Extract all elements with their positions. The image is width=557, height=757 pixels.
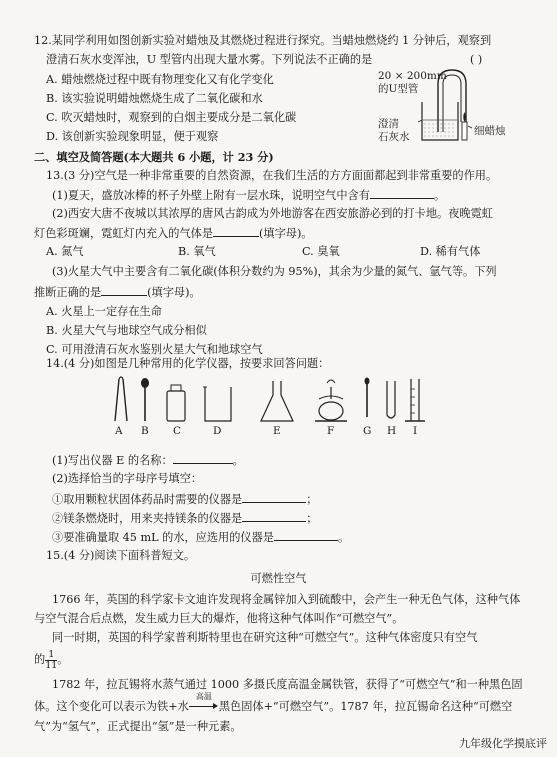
q14-part1-end: 。 <box>232 454 244 467</box>
q12-stem-line1: 12.某同学利用如图创新实验对蜡烛及其燃烧过程进行探究。当蜡烛燃烧约 1 分钟后，观察到 <box>34 34 492 47</box>
q13-part3-blank[interactable] <box>101 285 147 296</box>
q15-para2-line1: 同一时期，英国的科学家普利斯特里也在研究这种“可燃空气”。这种气体密度只有空气 <box>52 631 478 644</box>
q12-answer-paren: ( ) <box>470 53 483 66</box>
lime-water-label-1: 澄清 <box>378 118 399 130</box>
q12-option-d: D. 该创新实验现象明显，便于观察 <box>46 130 219 143</box>
q15-para3-b: 黑色固体+“可燃空气”。1787 年，拉瓦锡命名这种“可燃空 <box>218 700 513 713</box>
q13-part2-line2 <box>34 226 313 241</box>
q15-stem: 15.(4 分)阅读下面科普短文。 <box>46 549 196 562</box>
q15-article-title: 可燃性空气 <box>250 572 307 585</box>
section2-header: 二、填空及简答题(本大题共 6 小题，计 23 分) <box>34 150 274 164</box>
q15-para2-suffix: 。 <box>57 653 69 666</box>
reaction-arrow-icon <box>189 692 219 713</box>
q14-item3-end: 。 <box>337 531 350 544</box>
q14-part2: (2)选择恰当的字母序号填空： <box>52 472 203 485</box>
q15-para1-line1: 1766 年，英国的科学家卡文迪许发现将金属锌加入到硫酸中，会产生一种无色气体，这种气体 <box>52 593 521 606</box>
q13-part3-end: (填字母)。 <box>147 286 201 299</box>
q13-part1 <box>52 188 445 203</box>
q14-item2-text: ②镁条燃烧时，用来夹持镁条的仪器是 <box>52 512 243 525</box>
q14-item1-text: ①取用颗粒状固体药品时需要的仪器是 <box>52 493 243 506</box>
q12-option-b: B. 该实验说明蜡烛燃烧生成了二氧化碳和水 <box>46 92 263 105</box>
instrument-label-i: I <box>413 425 418 437</box>
u-tube-label-2: 的U型管 <box>378 83 419 95</box>
q13-part1-blank[interactable] <box>370 188 434 199</box>
q12-option-a: A. 蜡烛燃烧过程中既有物理变化又有化学变化 <box>46 73 274 86</box>
q14-part1 <box>52 453 244 468</box>
reaction-condition: 高温 <box>195 692 212 701</box>
q12-option-c: C. 吹灭蜡烛时，观察到的白烟主要成分是二氧化碳 <box>46 111 297 124</box>
q15-fraction-num: 1 <box>45 650 57 661</box>
q13-part3-text: 推断正确的是 <box>34 286 102 299</box>
q14-item1-end: ； <box>306 493 318 506</box>
q12-stem-line2: 澄清石灰水变浑浊，U 型管内出现大量水雾。下列说法不正确的是 <box>46 53 373 66</box>
q13-part3-line2 <box>34 285 201 300</box>
q14-item2-blank[interactable] <box>242 511 306 522</box>
instrument-label-c: C <box>173 425 182 437</box>
q14-item3-text: ③要准确量取 45 mL 的水，应选用的仪器是 <box>52 531 274 544</box>
q14-part1-blank[interactable] <box>173 453 233 464</box>
q15-fraction-den: 11 <box>45 659 58 671</box>
instrument-label-h: H <box>387 425 397 437</box>
q15-para2-line2 <box>34 650 69 670</box>
candle-label: 细蜡烛 <box>474 125 506 137</box>
q14-item3-blank[interactable] <box>274 530 338 541</box>
q13-part2-option-b: B. 氧气 <box>178 245 216 258</box>
q13-stem: 13.(3 分)空气是一种非常重要的自然资源，在我们生活的方方面面都起到非常重要的作用。 <box>46 169 498 182</box>
q13-part2-end: (填字母)。 <box>259 227 313 240</box>
q13-part2-blank[interactable] <box>213 226 259 237</box>
q14-stem: 14.(4 分)如图是几种常用的化学仪器，按要求回答问题： <box>46 357 330 370</box>
instrument-label-g: G <box>363 425 372 437</box>
q14-part2-item1 <box>52 492 317 507</box>
candle-u-tube-figure <box>378 62 510 142</box>
q13-part3-option-a: A. 火星上一定存在生命 <box>46 305 162 318</box>
instrument-label-d: D <box>213 425 222 437</box>
u-tube-diagram-icon <box>378 62 510 142</box>
q15-para3-line3: 气”为“氢气”，正式提出“氢”是一种元素。 <box>34 720 242 733</box>
page-footer: 九年级化学摸底评 <box>459 737 547 751</box>
lab-instruments-figure <box>105 375 450 445</box>
q13-part2-line1: (2)西安大唐不夜城以其浓厚的唐风古韵成为外地游客在西安旅游必到的打卡地。夜晚霓虹 <box>52 207 493 220</box>
q13-part1-text: (1)夏天，盛放冰棒的杯子外壁上附有一层水珠，说明空气中含有 <box>52 189 370 202</box>
q14-part1-text: (1)写出仪器 E 的名称： <box>52 454 173 467</box>
q13-part2-text: 灯色彩斑斓，霓虹灯内充入的气体是 <box>34 227 214 240</box>
q15-fraction <box>45 650 57 670</box>
u-tube-label-1: 20 × 200mm <box>378 70 447 82</box>
q13-part3-option-b: B. 火星大气与地球空气成分相似 <box>46 324 207 337</box>
q13-part2-option-d: D. 稀有气体 <box>420 245 481 258</box>
q14-part2-item3 <box>52 530 349 545</box>
q15-para2-prefix: 的 <box>34 653 46 666</box>
q14-item1-blank[interactable] <box>242 492 306 503</box>
q15-para3-line2 <box>34 692 513 714</box>
lime-water-label-2: 石灰水 <box>378 131 410 143</box>
instrument-label-e: E <box>273 425 281 437</box>
q14-part2-item2 <box>52 511 317 526</box>
q15-para1-line2: 与空气混合后点燃，发生威力巨大的爆炸，他将这种气体叫作“可燃空气”。 <box>34 612 404 625</box>
q13-part3-line1: (3)火星大气中主要含有二氧化碳(体积分数约为 95%)，其余为少量的氮气、氩气等。下列 <box>52 265 497 278</box>
q14-item2-end: ； <box>306 512 318 525</box>
q13-part2-option-a: A. 氮气 <box>46 245 84 258</box>
q13-part2-option-c: C. 臭氧 <box>302 245 340 258</box>
instrument-label-f: F <box>327 425 335 437</box>
instrument-label-a: A <box>115 425 123 437</box>
q13-part3-option-c: C. 可用澄清石灰水鉴别火星大气和地球空气 <box>46 343 263 356</box>
q15-para3-line1: 1782 年，拉瓦锡将水蒸气通过 1000 多摄氏度高温金属铁管，获得了“可燃空气”和一种黑色固 <box>52 678 523 691</box>
instrument-label-b: B <box>141 425 149 437</box>
q13-part1-end: 。 <box>433 189 446 202</box>
q15-para3-a: 体。这个变化可以表示为铁+水 <box>34 700 189 713</box>
